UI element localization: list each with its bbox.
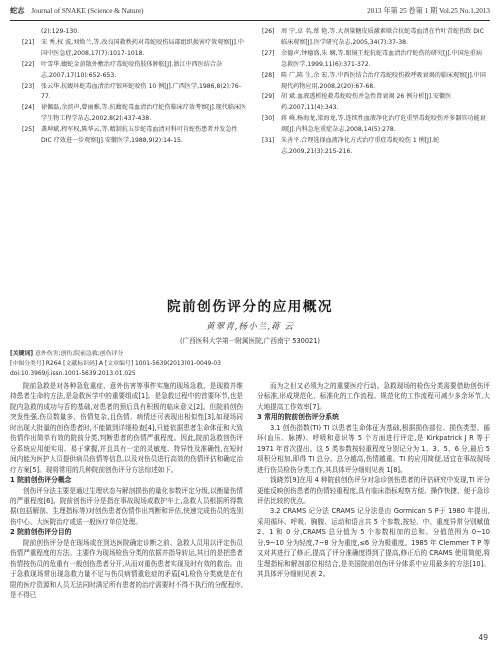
reference-item	[22, 103, 248, 125]
article-authors: 黄翠青,杨小兰,蒋 云	[206, 322, 294, 332]
reference-item	[262, 27, 488, 49]
reference-text: 周 宁,卓 名,蔡 艳,等.大剂量糖皮质激素联合抗蛇毒血清在竹叶青蛇伤致 DIC 临床观察[J].医学研究杂志,2005,34(7):37-38.	[281, 28, 484, 46]
reference-number: [30]	[262, 115, 275, 123]
reference-text: 余德声,钟德盛,朱 娴,等.眼镜王蛇抗蛇毒血清治疗蛇伤的研究[J].中国危重病急救医学,1999,11(6):371-372.	[281, 49, 482, 68]
body-paragraph: 创伤评分法主要是通过生理状态与解剖损伤的量化参数评定分级,以衡量伤情的严重程度[6]。院前创伤评分是指在事故现场或救护车上,急救人员根据所得数据(包括解剖、生理指标等)对创伤患者伤情作出判断和评估,快速完成伤员的选别伤中心、大医院治疗或送一般医疗单位处理。	[10, 486, 243, 526]
reference-number: [24]	[22, 104, 35, 112]
reference-item	[262, 114, 488, 136]
reference-text: 蒋 峰,杨海龙,梁海龙,等.连续性血液净化治疗危重型毒蛇咬伤并多器官功能衰竭[J].内科急危重症杂志,2008,14(5):278.	[281, 115, 486, 134]
body-paragraph: 院前急救是对各种急危重症、意外伤害等事件实施的现场急救、是现救并维持患者生命的方法,是急救医学中的重要组成[1]。是急救过程中的首要环节,也是院内急救的成功与否的基础,对患者的预后具有积极的临床意义[2]。但院前创伤突发性强,伤员数量多、伤情复杂,且伤情、病情还可表现出相似性[3],如现场同时出现大批量的创伤患者时,不能做到详细检查[4],只能依据患者生命体征和大致伤情作出简单有效的院前分类,判断患者的伤情严重程度。因此,院前急救创伤评分系统应用便实用、易于掌握,并且具有一定的灵敏度、特异性及准确性,在短时间内能为医护人员提供病员伤情等信息,以及对伤员进行高效的伤情评估和确定治疗方案[5]。现将常用的几种院前创伤评分方法综述如下。	[10, 382, 243, 474]
reference-text: 龚坤斌,程军权,陈华云,等.精制抗五步蛇毒血清对科可肯蛇伤患者并发急性 DIC 疗效进一步观察[J].安徽医学,1988,9(2):14-15.	[41, 126, 238, 145]
header-journal	[10, 6, 144, 16]
reference-text: 徐佩磊,余滨声,曾丽雅,等.抗蝮蛇毒血清治疗蛇伤临床疗效考察[J].现代临床医学生物工程学杂志,2002,8(2):437-438.	[41, 104, 247, 123]
keywords-line	[10, 350, 490, 358]
reference-number: [31]	[262, 137, 275, 145]
reference-text: (2):129-130.	[41, 28, 80, 35]
journal-name: Journal of SNAKE (Science & Nature)	[31, 7, 144, 15]
body-paragraph: 3.2 CRAMS 记分法 CRAMS 记分法是由 Gormican S P于 1980 年提出,采用循环、呼吸、胸腹、运动和语言共 5 个参数,按轻、中、重度异常分别赋值 2、1 和 0 分,CRAMS 总分值为 5 个参数相加的总和。分值范围为 0~10 分,9~10 分为轻度,7~8 分为重度,≤6 分为极重度。1985 年 Clemmer T P 等又对其进行了修正,提高了评分准确度得到了提高,修正后的 CRAMS 使用简便,将生理指标和解剖部位相结合,是美国院前创伤评分体系中应用最多的方法[10]。其具体评分细则见表 2。	[257, 507, 490, 579]
header-rule	[10, 20, 490, 21]
keywords: 意外伤害;创伤;院前急救;创伤评分	[34, 351, 124, 357]
reference-item	[22, 125, 248, 147]
references-right-column	[262, 27, 488, 158]
reference-text: 张云华.抗蝮环蛇毒血清治疗银环蛇咬伤 10 例[J].广西医学,1986,8(2):76-77.	[41, 82, 242, 101]
reference-number: [27]	[262, 49, 275, 57]
reference-text: 胡 斌.血液透析抢救毒蛇咬伤并急性肾衰竭 26 例分析[J].安徽医药,2007,11(4):343.	[281, 93, 452, 112]
section-heading: 2 院前创伤评分目的	[10, 528, 72, 537]
reference-number: [26]	[262, 28, 275, 35]
body-right-column	[257, 381, 490, 580]
section-heading: 3 常用的院前创伤评分系统	[257, 413, 339, 422]
reference-number: [25]	[22, 126, 35, 134]
reference-item	[22, 60, 248, 82]
body-paragraph: 而为之但又必须为之的重要医疗行动。急救现场的检伤分类需要借助创伤评分标准,形成规范化、标准化的工作流程。规范化的工作流程可减少多余环节,大大地提高工作效率[7]。	[257, 382, 490, 411]
article-title: 院前创伤评分的应用概况	[166, 299, 334, 315]
reference-item	[22, 38, 248, 60]
reference-text: 陈 广,陈 生,余 宏,等.中西医结合治疗毒蛇咬伤救呼吸衰竭的临床观察[J].中国现代药物应用,2008,2(20):67-68.	[281, 71, 486, 90]
body-paragraph: 院前创伤评分是在现场或在到达医院确定诊断之前、急救人员用以评定伤员伤情严重程度的方法。主要作为现场检伤分类的依据并指导转运,其目的是把患者伤情按伤员的危重有一般创伤患者分开,从而对重伤患者实现及时有效的救治。由于急救现场常出现急救力量不足与伤员病情重危症的矛盾[4],检伤分类就是在有限的医疗资源和人员无法同时满足所有患者的治疗需要时不得不执行的分配程序,是不得已	[10, 538, 243, 600]
section-heading: 1 院前创伤评分概念	[10, 476, 72, 485]
running-header	[10, 6, 490, 18]
reference-text: 朱善平.合理选择血液净化方式治疗重症毒蛇咬伤 1 例[J].蛇志,2009,21(3):215-216.	[281, 137, 440, 155]
reference-item	[262, 71, 488, 93]
body-left-column	[10, 381, 243, 601]
reference-number: [29]	[262, 93, 275, 101]
references-left-column	[22, 27, 248, 147]
reference-number: [22]	[22, 60, 35, 68]
reference-item	[262, 136, 488, 158]
reference-number: [28]	[262, 71, 275, 79]
reference-item	[262, 49, 488, 71]
reference-text: 叶雪华.蝮蛇金黄散外敷治疗毒蛇咬伤肢体肿胀[J].浙江中西医结合杂志,2007,17(10):652-653.	[41, 60, 223, 79]
body-paragraph: 钱晓芳[9]在用 4 种院前创伤评分对急诊创伤患者的评估研究中发现,TI 评分更能反映创伤患者的伤情轻重程度,具有临床指标观察方便、操作快捷、便于急诊评估比较的优点。	[257, 476, 490, 505]
reference-number: [23]	[22, 82, 35, 90]
article-affiliation: (广西医科大学第一附属医院,广西南宁 530021)	[179, 337, 320, 345]
header-issue: 2013 年第 25 卷第 1 期 Vol.25 No.1,2013	[367, 7, 490, 15]
keywords-label: [关键词]	[10, 351, 34, 357]
reference-item	[22, 27, 248, 38]
reference-item	[262, 92, 488, 114]
classification-line: [中图分类号] R264 [文献标识码] A [文章编号] 1001-5639(2013)01-0049-03	[10, 361, 221, 367]
reference-item	[22, 82, 248, 104]
reference-number: [21]	[22, 38, 35, 46]
page-number: 49	[478, 633, 488, 642]
body-paragraph: 3.1 创伤指数(TI) TI 以患者生命体征为基础,根据损伤部位、损伤类型、循环(血压、脉搏)、呼吸和意识等 5 个方面进行评定,是 Kirkpatrick J R 等于 1971 年首次提出。这 5 类参数按轻重程度分别记分为 1、3、5、6 分,最后 5 项积分相加,即得 TI 总分。总分越高,伤情越重。TI 的应用简便,适宜在事故现场进行伤员检伤分类工作,其具体评分细则见表 1[8]。	[257, 423, 490, 474]
doi-line: doi:10.3969/j.issn.1001-5639.2013.01.025	[10, 371, 136, 377]
journal-logo: 蛇志	[10, 7, 25, 15]
reference-text: 宋 秀,权 波,刘焕兰,等.改良国救秩药对毒蛇咬伤局部组织损害疗效观察[J].中国中医急症,2008,17(7):1017-1018.	[41, 38, 244, 57]
